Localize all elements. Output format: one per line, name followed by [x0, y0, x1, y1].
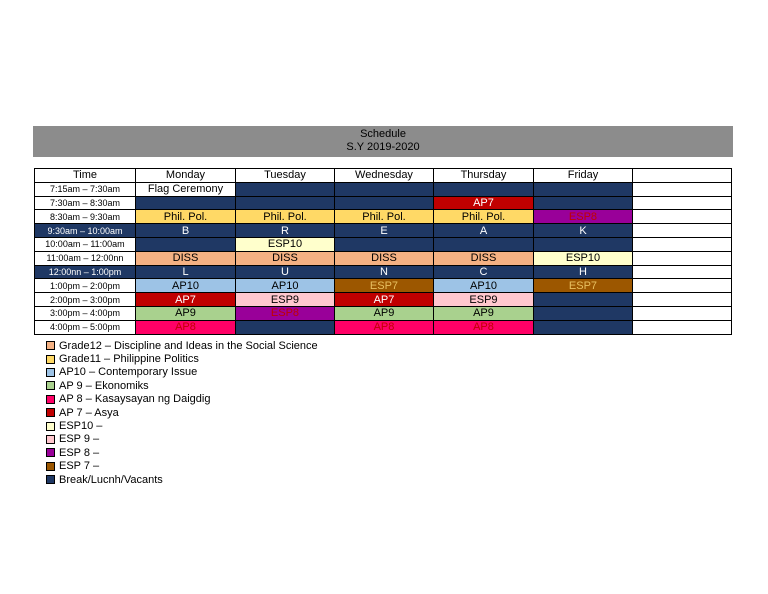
- schedule-cell: AP9: [335, 306, 434, 320]
- schedule-cell: AP8: [434, 320, 534, 334]
- table-row: [35, 320, 732, 334]
- schedule-cell: [633, 251, 732, 265]
- schedule-cell: ESP10: [236, 237, 335, 251]
- table-row: [35, 293, 732, 307]
- schedule-cell: Phil. Pol.: [335, 210, 434, 224]
- schedule-cell: [434, 237, 534, 251]
- schedule-cell: [633, 210, 732, 224]
- legend-label: AP 9 – Ekonomiks: [59, 379, 149, 392]
- schedule-cell: ESP10: [534, 251, 633, 265]
- schedule-cell: ESP8: [236, 306, 335, 320]
- schedule-cell: ESP7: [534, 279, 633, 293]
- column-header-0: Time: [35, 169, 136, 183]
- schedule-cell: AP9: [136, 306, 236, 320]
- schedule-cell: ESP9: [434, 293, 534, 307]
- legend-item: [46, 419, 318, 432]
- schedule-cell: [236, 196, 335, 210]
- schedule-cell: Phil. Pol.: [434, 210, 534, 224]
- schedule-cell: AP10: [434, 279, 534, 293]
- schedule-cell: [633, 320, 732, 334]
- school-year: S.Y 2019-2020: [346, 141, 420, 153]
- time-cell: 8:30am – 9:30am: [35, 210, 136, 224]
- table-row: [35, 279, 732, 293]
- legend-label: Grade12 – Discipline and Ideas in the Social Science: [59, 339, 318, 352]
- column-header-6: [633, 169, 732, 183]
- schedule-cell: AP10: [236, 279, 335, 293]
- legend-item: [46, 473, 318, 486]
- schedule-cell: DISS: [434, 251, 534, 265]
- schedule-cell: DISS: [236, 251, 335, 265]
- schedule-cell: [335, 196, 434, 210]
- page-title: Schedule: [360, 128, 406, 140]
- time-cell: 7:30am – 8:30am: [35, 196, 136, 210]
- legend-label: Break/Lucnh/Vacants: [59, 473, 163, 486]
- schedule-cell: [136, 237, 236, 251]
- legend-label: AP10 – Contemporary Issue: [59, 366, 198, 379]
- table-row: [35, 251, 732, 265]
- schedule-cell: [534, 182, 633, 196]
- schedule-cell: [633, 237, 732, 251]
- legend-label: ESP10 –: [59, 420, 103, 433]
- column-header-3: Wednesday: [335, 169, 434, 183]
- time-cell: 4:00pm – 5:00pm: [35, 320, 136, 334]
- schedule-cell: Flag Ceremony: [136, 182, 236, 196]
- schedule-cell: [534, 237, 633, 251]
- legend-item: [46, 406, 318, 419]
- schedule-cell: [136, 196, 236, 210]
- schedule-cell: A: [434, 224, 534, 238]
- schedule-title-bar: [33, 126, 733, 157]
- schedule-cell: N: [335, 265, 434, 279]
- schedule-cell: [434, 182, 534, 196]
- time-cell: 7:15am – 7:30am: [35, 182, 136, 196]
- schedule-cell: [633, 182, 732, 196]
- table-row: [35, 182, 732, 196]
- table-row: [35, 210, 732, 224]
- legend-swatch: [46, 341, 55, 350]
- schedule-cell: DISS: [335, 251, 434, 265]
- legend-swatch: [46, 368, 55, 377]
- time-cell: 3:00pm – 4:00pm: [35, 306, 136, 320]
- legend-swatch: [46, 448, 55, 457]
- legend-item: [46, 352, 318, 365]
- legend-swatch: [46, 475, 55, 484]
- table-row: [35, 196, 732, 210]
- time-cell: 2:00pm – 3:00pm: [35, 293, 136, 307]
- legend: [46, 339, 318, 486]
- schedule-cell: [534, 306, 633, 320]
- column-header-1: Monday: [136, 169, 236, 183]
- legend-label: Grade11 – Philippine Politics: [59, 353, 199, 366]
- schedule-cell: [633, 306, 732, 320]
- legend-swatch: [46, 381, 55, 390]
- schedule-cell: B: [136, 224, 236, 238]
- schedule-cell: [236, 320, 335, 334]
- schedule-cell: [633, 196, 732, 210]
- schedule-cell: H: [534, 265, 633, 279]
- schedule-cell: AP7: [136, 293, 236, 307]
- legend-label: ESP 9 –: [59, 433, 100, 446]
- legend-swatch: [46, 435, 55, 444]
- time-cell: 12:00nn – 1:00pm: [35, 265, 136, 279]
- legend-item: [46, 460, 318, 473]
- schedule-cell: E: [335, 224, 434, 238]
- schedule-cell: AP7: [335, 293, 434, 307]
- schedule-cell: [633, 224, 732, 238]
- schedule-cell: [633, 293, 732, 307]
- schedule-cell: ESP8: [534, 210, 633, 224]
- legend-swatch: [46, 408, 55, 417]
- schedule-cell: U: [236, 265, 335, 279]
- time-cell: 11:00am – 12:00nn: [35, 251, 136, 265]
- schedule-cell: ESP7: [335, 279, 434, 293]
- schedule-cell: Phil. Pol.: [236, 210, 335, 224]
- table-row: [35, 237, 732, 251]
- schedule-cell: AP10: [136, 279, 236, 293]
- schedule-cell: R: [236, 224, 335, 238]
- legend-label: ESP 7 –: [59, 460, 100, 473]
- column-header-5: Friday: [534, 169, 633, 183]
- schedule-cell: AP9: [434, 306, 534, 320]
- schedule-cell: C: [434, 265, 534, 279]
- legend-swatch: [46, 422, 55, 431]
- legend-label: AP 8 – Kasaysayan ng Daigdig: [59, 393, 211, 406]
- schedule-cell: ESP9: [236, 293, 335, 307]
- legend-item: [46, 446, 318, 459]
- legend-swatch: [46, 462, 55, 471]
- time-cell: 10:00am – 11:00am: [35, 237, 136, 251]
- column-header-4: Thursday: [434, 169, 534, 183]
- schedule-cell: [534, 196, 633, 210]
- legend-item: [46, 379, 318, 392]
- header-row: [35, 169, 732, 183]
- table-row: [35, 224, 732, 238]
- legend-item: [46, 366, 318, 379]
- schedule-cell: [335, 182, 434, 196]
- table-row: [35, 306, 732, 320]
- schedule-cell: [236, 182, 335, 196]
- schedule-table: [34, 168, 732, 335]
- schedule-cell: [633, 279, 732, 293]
- time-cell: 9:30am – 10:00am: [35, 224, 136, 238]
- schedule-cell: AP7: [434, 196, 534, 210]
- legend-item: [46, 393, 318, 406]
- schedule-cell: DISS: [136, 251, 236, 265]
- legend-swatch: [46, 395, 55, 404]
- legend-label: AP 7 – Asya: [59, 406, 119, 419]
- legend-item: [46, 433, 318, 446]
- schedule-cell: Phil. Pol.: [136, 210, 236, 224]
- schedule-cell: [534, 320, 633, 334]
- schedule-cell: L: [136, 265, 236, 279]
- legend-swatch: [46, 355, 55, 364]
- legend-item: [46, 339, 318, 352]
- schedule-cell: AP8: [136, 320, 236, 334]
- schedule-cell: [335, 237, 434, 251]
- column-header-2: Tuesday: [236, 169, 335, 183]
- table-row: [35, 265, 732, 279]
- schedule-cell: AP8: [335, 320, 434, 334]
- legend-label: ESP 8 –: [59, 446, 100, 459]
- time-cell: 1:00pm – 2:00pm: [35, 279, 136, 293]
- schedule-cell: K: [534, 224, 633, 238]
- schedule-cell: [534, 293, 633, 307]
- schedule-cell: [633, 265, 732, 279]
